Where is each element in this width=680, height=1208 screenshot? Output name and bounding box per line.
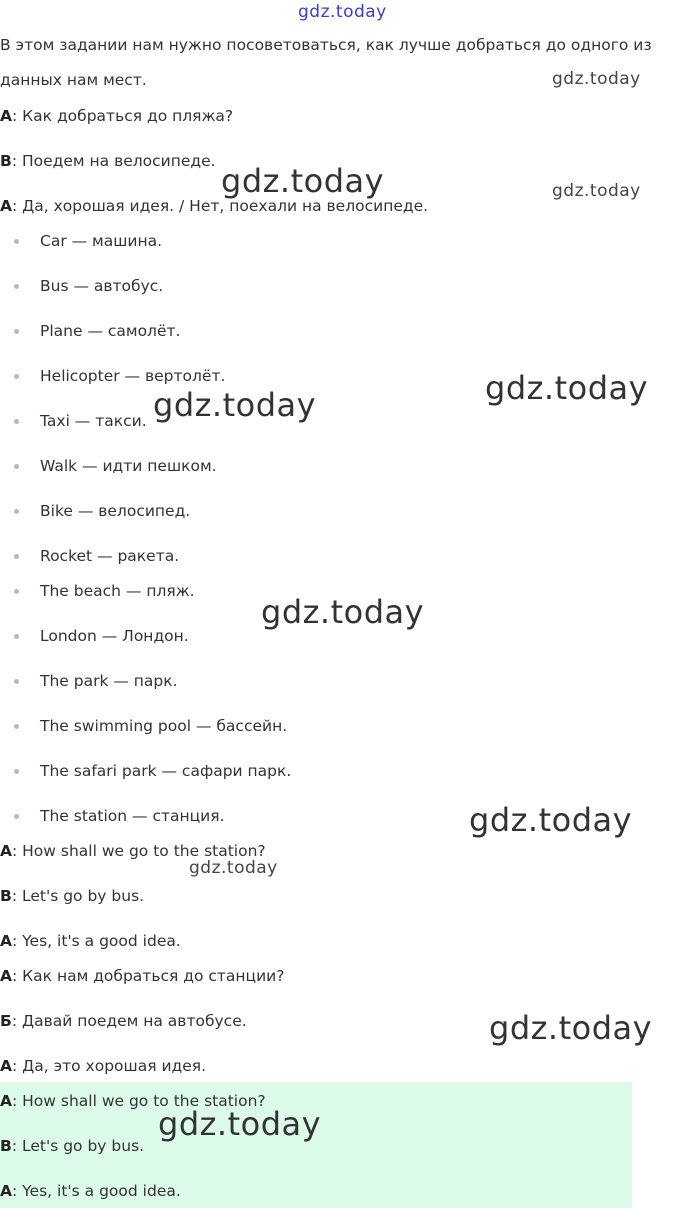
speaker-label: A [0,967,12,985]
bullet-icon [14,464,19,469]
list-item: The beach — пляж. [40,582,195,600]
bullet-icon [14,634,19,639]
dialog-line: B: Let's go by bus. [0,887,145,905]
list-item: The park — парк. [40,672,178,690]
watermark: gdz.today [298,2,387,22]
watermark: gdz.today [261,593,425,631]
watermark: gdz.today [552,69,641,89]
dialog-line: B: Let's go by bus. [0,1137,145,1155]
bullet-icon [14,679,19,684]
speaker-label: A [0,1057,12,1075]
list-item: The swimming pool — бассейн. [40,717,288,735]
bullet-icon [14,769,19,774]
bullet-icon [14,589,19,594]
list-item: Rocket — ракета. [40,547,180,565]
watermark: gdz.today [552,181,641,201]
bullet-icon [14,509,19,514]
list-item: Bus — автобус. [40,277,164,295]
list-item: Plane — самолёт. [40,322,181,340]
watermark: gdz.today [153,386,317,424]
bullet-icon [14,419,19,424]
speaker-label: A [0,107,12,125]
speaker-label: A [0,197,12,215]
watermark: gdz.today [469,801,633,839]
dialog-line: A: Yes, it's a good idea. [0,932,181,950]
watermark: gdz.today [489,1009,653,1047]
speaker-label: B [0,887,12,905]
intro-text: В этом задании нам нужно посоветоваться, как лучше добраться до одного из [0,36,652,54]
speaker-label: A [0,1092,12,1110]
watermark: gdz.today [189,858,278,878]
list-item: Bike — велосипед. [40,502,191,520]
dialog-line: Б: Давай поедем на автобусе. [0,1012,247,1030]
speaker-label: B [0,152,12,170]
list-item: Walk — идти пешком. [40,457,217,475]
dialog-line: A: Yes, it's a good idea. [0,1182,181,1200]
dialog-line: A: Как нам добраться до станции? [0,967,285,985]
speaker-label: Б [0,1012,12,1030]
bullet-icon [14,329,19,334]
dialog-line: A: How shall we go to the station? [0,842,266,860]
bullet-icon [14,554,19,559]
speaker-label: A [0,842,12,860]
list-item: London — Лондон. [40,627,189,645]
dialog-line: B: Поедем на велосипеде. [0,152,216,170]
list-item: Taxi — такси. [40,412,147,430]
bullet-icon [14,284,19,289]
dialog-line: A: How shall we go to the station? [0,1092,266,1110]
bullet-icon [14,374,19,379]
bullet-icon [14,814,19,819]
watermark: gdz.today [485,369,649,407]
list-item: Car — машина. [40,232,163,250]
speaker-label: A [0,1182,12,1200]
dialog-line: A: Да, хорошая идея. / Нет, поехали на велосипеде. [0,197,429,215]
dialog-line: A: Да, это хорошая идея. [0,1057,207,1075]
bullet-icon [14,239,19,244]
dialog-line: A: Как добраться до пляжа? [0,107,234,125]
intro-text: данных нам мест. [0,71,147,89]
speaker-label: A [0,932,12,950]
watermark: gdz.today [158,1105,322,1143]
watermark: gdz.today [221,162,385,200]
list-item: Helicopter — вертолёт. [40,367,226,385]
list-item: The safari park — сафари парк. [40,762,292,780]
speaker-label: B [0,1137,12,1155]
bullet-icon [14,724,19,729]
list-item: The station — станция. [40,807,225,825]
